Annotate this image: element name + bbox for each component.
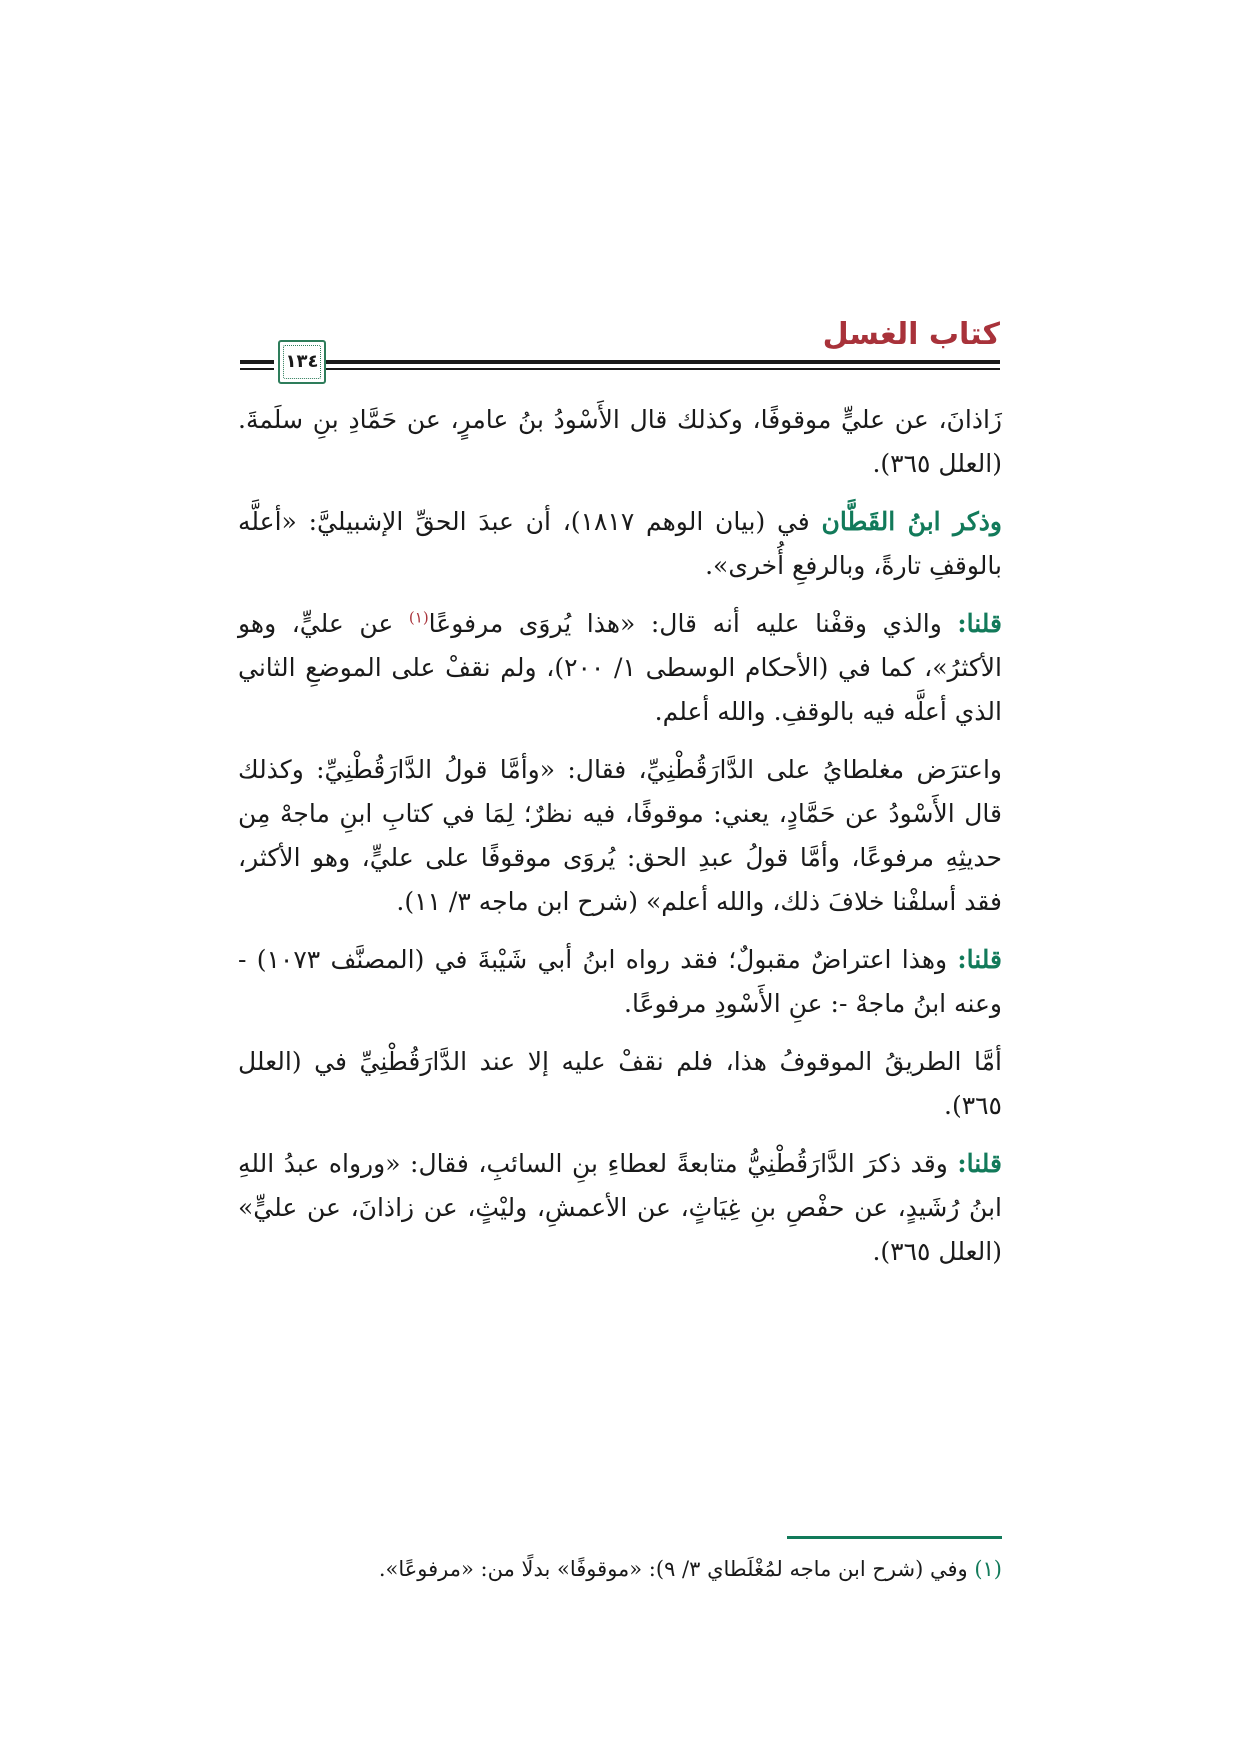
- footnote-divider: [787, 1536, 1002, 1539]
- paragraph-keyword: قلنا:: [957, 945, 1002, 974]
- paragraph-3: [238, 602, 1002, 734]
- paragraph-keyword: وذكر ابنُ القَطَّان: [821, 507, 1003, 536]
- chapter-title: كتاب الغسل: [822, 317, 1000, 352]
- paragraph-text: عن عليٍّ، وهو الأكثرُ»، كما في (الأحكام الوسطى ١/ ٢٠٠)، ولم نقفْ على الموضعِ الثاني الذي أعلَّه فيه بالوقفِ. والله أعلم.: [238, 609, 1002, 726]
- header-rule-left: [240, 360, 274, 364]
- main-text: [238, 398, 1002, 1288]
- paragraph-keyword: قلنا:: [957, 1149, 1002, 1178]
- paragraph-text: أمَّا الطريقُ الموقوفُ هذا، فلم نقفْ عليه إلا عند الدَّارَقُطْنِيِّ في (العلل ٣٦٥).: [238, 1047, 1002, 1120]
- footnote-reference[interactable]: (١): [408, 608, 429, 627]
- header-rule: [308, 360, 1000, 364]
- paragraph-text: وهذا اعتراضٌ مقبولٌ؛ فقد رواه ابنُ أبي شَيْبةَ في (المصنَّف ١٠٧٣) - وعنه ابنُ ماجهْ -: عنِ الأَسْودِ مرفوعًا.: [238, 945, 1002, 1018]
- paragraph-2: [238, 500, 1002, 588]
- paragraph-text: زَاذانَ، عن عليٍّ موقوفًا، وكذلك قال الأَسْودُ بنُ عامرٍ، عن حَمَّادِ بنِ سلَمةَ. (العلل ٣٦٥).: [238, 405, 1002, 478]
- paragraph-keyword: قلنا:: [957, 609, 1003, 638]
- paragraph-1: [238, 398, 1002, 486]
- page-header: [240, 318, 1000, 390]
- paragraph-7: [238, 1142, 1002, 1274]
- header-rule-thin: [308, 368, 1000, 370]
- paragraph-text: والذي وقفْنا عليه أنه قال: «هذا يُروَى مرفوعًا: [428, 609, 958, 638]
- page-number: ١٣٤: [285, 351, 319, 372]
- footnote-number: (١): [974, 1557, 1002, 1581]
- paragraph-text: واعترَض مغلطايُ على الدَّارَقُطْنِيِّ، فقال: «وأمَّا قولُ الدَّارَقُطْنِيِّ: وكذلك قال الأَسْودُ عن حَمَّادٍ، يعني: موقوفًا، فيه نظرٌ؛ لِمَا في كتابِ ابنِ ماجهْ مِن حديثِهِ مرفوعًا، وأمَّا قولُ عبدِ الحق: يُروَى موقوفًا على عليٍّ، وهو الأكثر، فقد أسلفْنا خلافَ ذلك، والله أعلم» (شرح ابن ماجه ٣/ ١١).: [238, 755, 1002, 916]
- footnote: [238, 1552, 1002, 1586]
- page-number-badge: [278, 340, 326, 384]
- paragraph-6: [238, 1040, 1002, 1128]
- paragraph-5: [238, 938, 1002, 1026]
- footnote-text: وفي (شرح ابن ماجه لمُغْلَطاي ٣/ ٩): «موقوفًا» بدلًا من: «مرفوعًا».: [378, 1557, 975, 1581]
- paragraph-4: [238, 748, 1002, 924]
- paragraph-text: وقد ذكرَ الدَّارَقُطْنِيُّ متابعةً لعطاءِ بنِ السائبِ، فقال: «ورواه عبدُ اللهِ ابنُ رُشَيدٍ، عن حفْصِ بنِ غِيَاثٍ، عن الأعمشِ، وليْثٍ، عن زاذانَ، عن عليٍّ» (العلل ٣٦٥).: [238, 1149, 1002, 1266]
- header-rule-left-thin: [240, 368, 274, 370]
- paragraph-text: في (بيان الوهم ١٨١٧)، أن عبدَ الحقِّ الإشبيليَّ: «أعلَّه بالوقفِ تارةً، وبالرفعِ أُخرى».: [238, 507, 1002, 580]
